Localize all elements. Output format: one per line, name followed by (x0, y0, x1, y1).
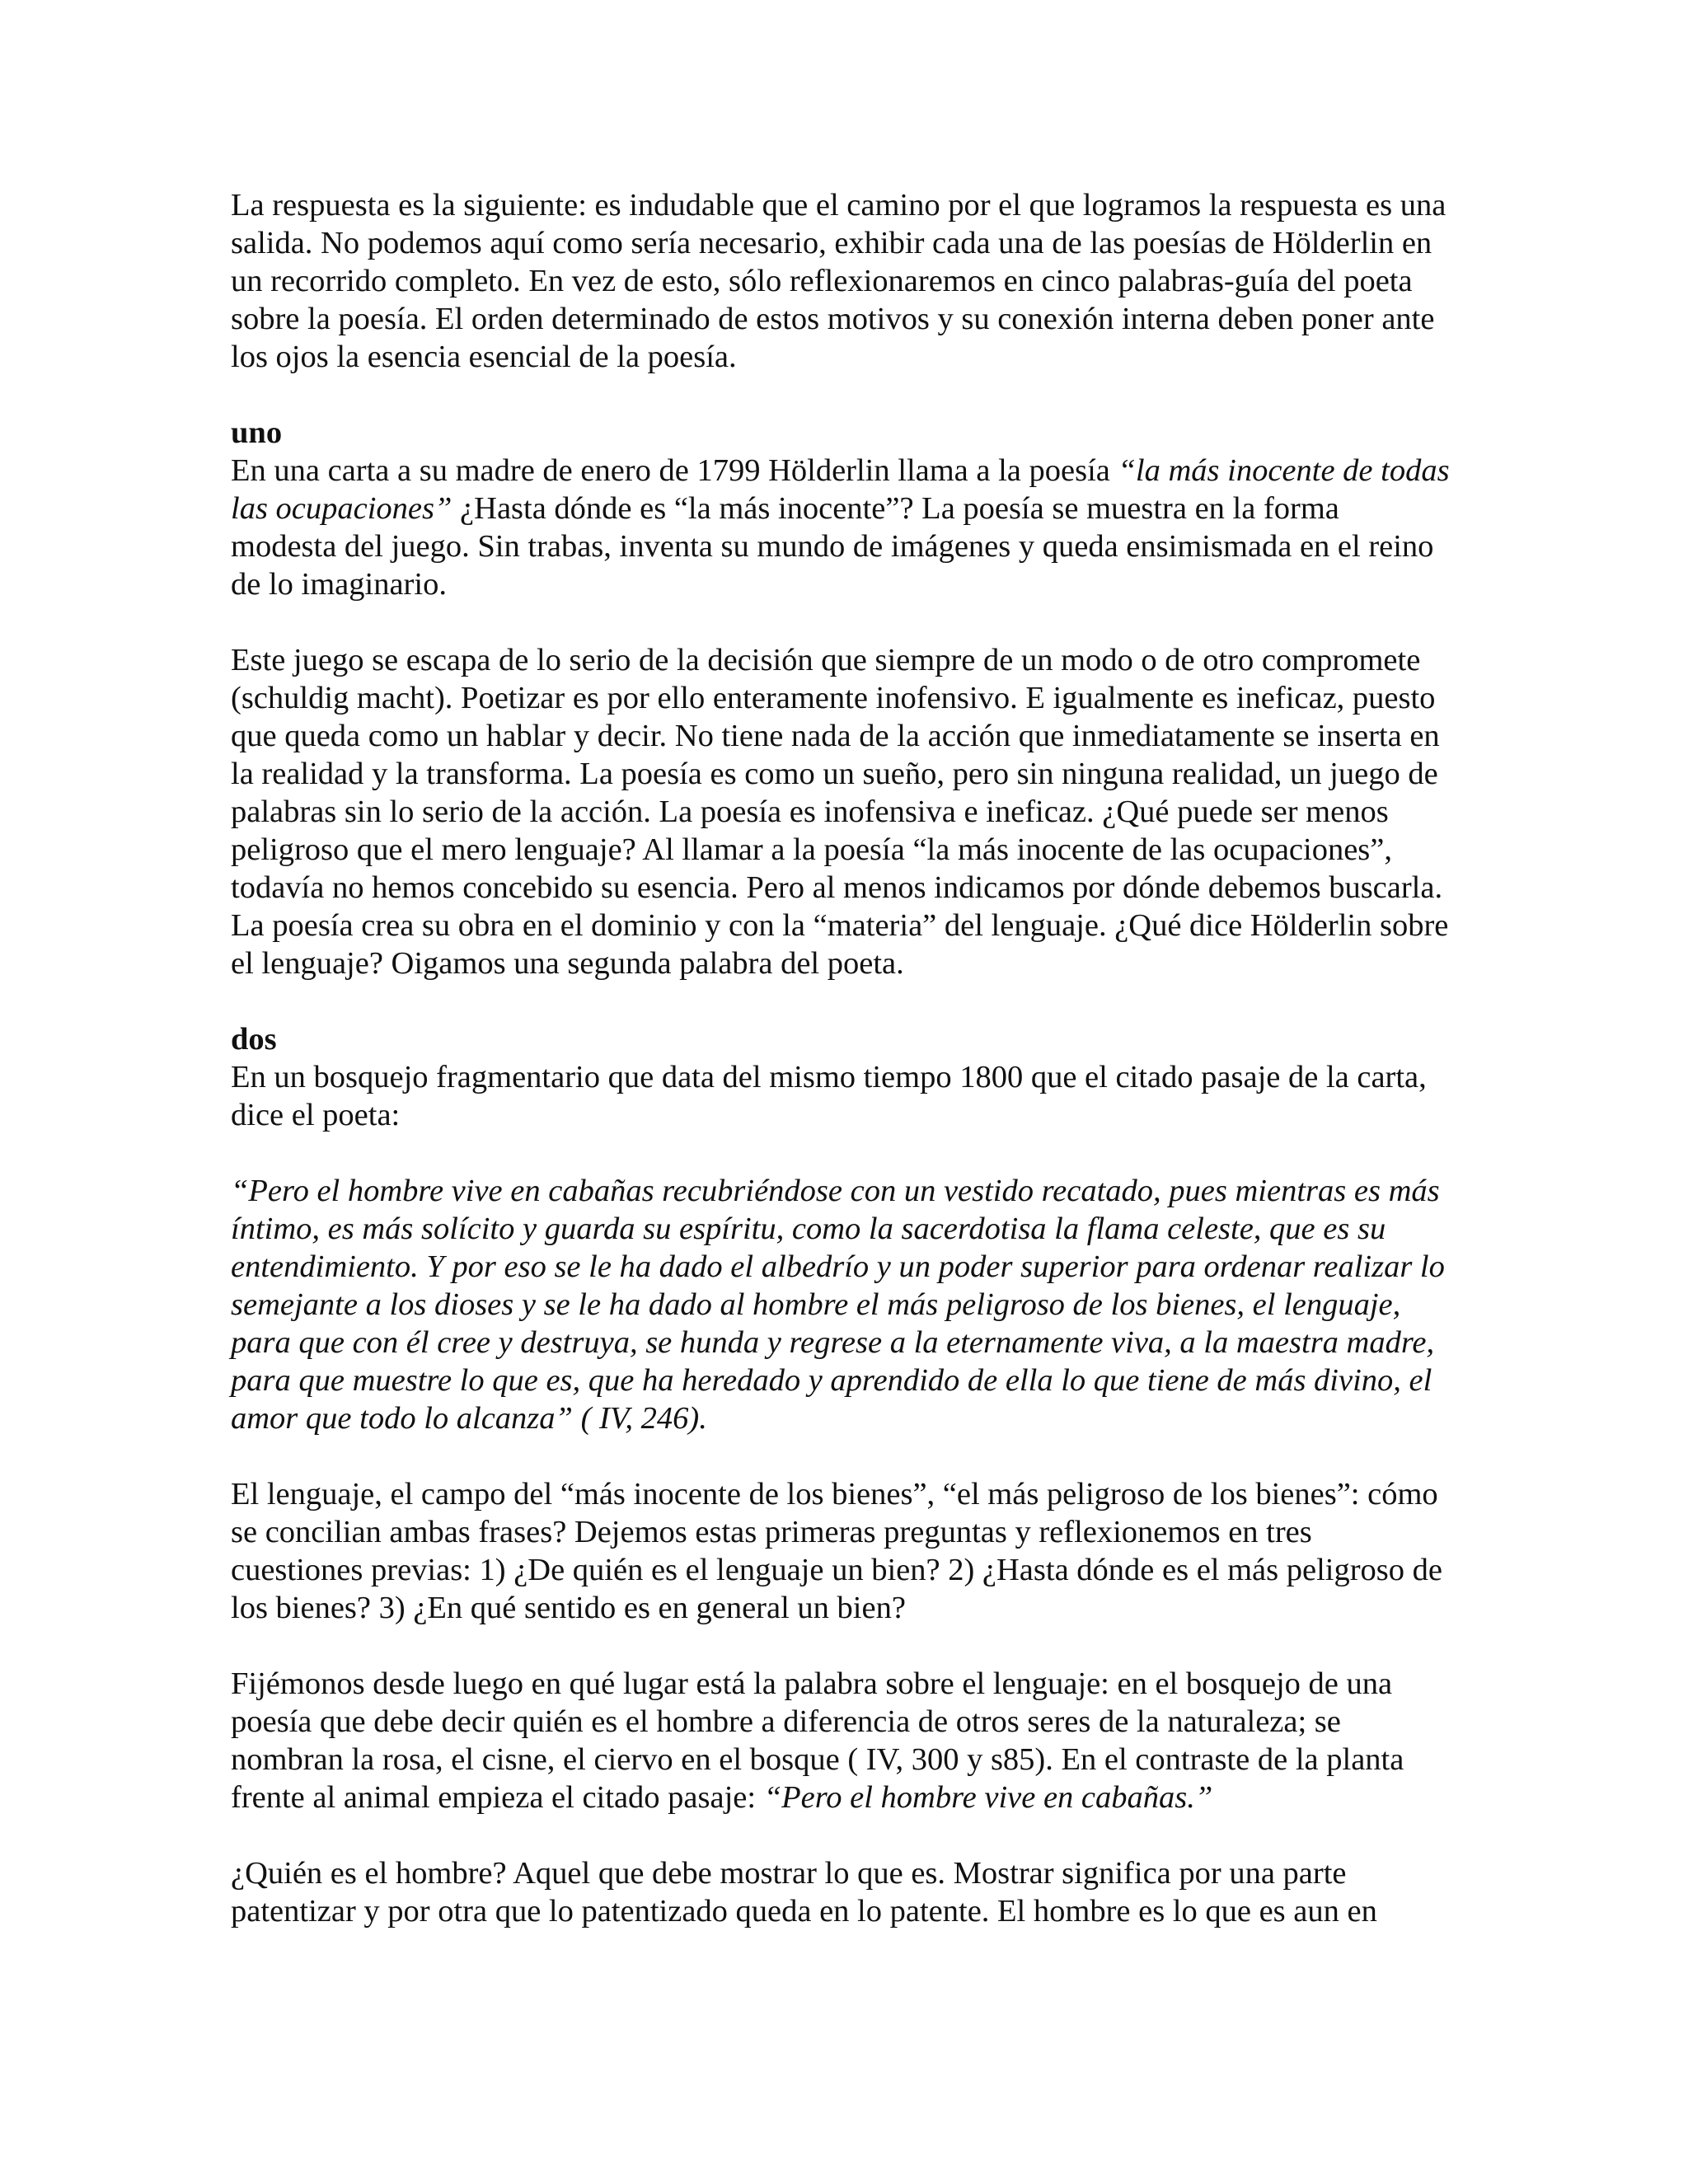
section-heading-dos: dos (231, 1022, 277, 1057)
uno-inline-quote: “la más inocente de todas las ocupaciones” (231, 453, 1450, 526)
uno-paragraph-1 (231, 452, 1451, 603)
intro-paragraph: La respuesta es la siguiente: es indudable que el camino por el que logramos la respuesta es una salida. No podemos aquí como sería necesario, exhibir cada una de las poesías de Hölderlin en un recorrido completo. En vez de esto, sólo reflexionaremos en cinco palabras-guía del poeta sobre la poesía. El orden determinado de estos motivos y su conexión interna deben poner ante los ojos la esencia esencial de la poesía. (231, 188, 1447, 374)
uno-paragraph-1-text-b: ¿Hasta dónde es “la más inocente”? La poesía se muestra en la forma modesta del juego. Sin trabas, inventa su mundo de imágenes y queda ensimismada en el reino de lo imaginario. (231, 491, 1434, 602)
dos-paragraph-1: En un bosquejo fragmentario que data del mismo tiempo 1800 que el citado pasaje de la carta, dice el poeta: (231, 1060, 1427, 1132)
dos-inline-quote: “Pero el hombre vive en cabañas.” (763, 1780, 1213, 1815)
dos-paragraph-3 (231, 1665, 1451, 1816)
dos-paragraph-4: ¿Quién es el hombre? Aquel que debe mostrar lo que es. Mostrar significa por una parte patentizar y por otra que lo patentizado queda en lo patente. El hombre es lo que es aun en (231, 1856, 1377, 1929)
dos-paragraph-2: El lenguaje, el campo del “más inocente de los bienes”, “el más peligroso de los bienes”: cómo se concilian ambas frases? Dejemos estas primeras preguntas y reflexionemos en tres cuestiones previas: 1) ¿De quién es el lenguaje un bien? 2) ¿Hasta dónde es el más peligroso de los bienes? 3) ¿En qué sentido es en general un bien? (231, 1477, 1442, 1625)
uno-paragraph-1-text-a: En una carta a su madre de enero de 1799 Hölderlin llama a la poesía (231, 453, 1118, 488)
section-heading-uno: uno (231, 415, 283, 450)
uno-paragraph-2: Este juego se escapa de lo serio de la decisión que siempre de un modo o de otro compromete (schuldig macht). Poetizar es por ello enteramente inofensivo. E igualmente es ineficaz, puesto que queda como un hablar y decir. No tiene nada de la acción que inmediatamente se inserta en la realidad y la transforma. La poesía es como un sueño, pero sin ninguna realidad, un juego de palabras sin lo serio de la acción. La poesía es inofensiva e ineficaz. ¿Qué puede ser menos peligroso que el mero lenguaje? Al llamar a la poesía “la más inocente de las ocupaciones”, todavía no hemos concebido su esencia. Pero al menos indicamos por dónde debemos buscarla. La poesía crea su obra en el dominio y con la “materia” del lenguaje. ¿Qué dice Hölderlin sobre el lenguaje? Oigamos una segunda palabra del poeta. (231, 643, 1449, 981)
holderlin-block-quote: “Pero el hombre vive en cabañas recubriéndose con un vestido recatado, pues mientras es más íntimo, es más solícito y guarda su espíritu, como la sacerdotisa la flama celeste, que es su entendimiento. Y por eso se le ha dado el albedrío y un poder superior para ordenar realizar lo semejante a los dioses y se le ha dado al hombre el más peligroso de los bienes, el lenguaje, para que con él cree y destruya, se hunda y regrese a la eternamente viva, a la maestra madre, para que muestre lo que es, que ha heredado y aprendido de ella lo que tiene de más divino, el amor que todo lo alcanza” ( IV, 246). (231, 1174, 1445, 1436)
document-page (231, 186, 1451, 1930)
dos-paragraph-3-text: Fijémonos desde luego en qué lugar está la palabra sobre el lenguaje: en el bosquejo de una poesía que debe decir quién es el hombre a diferencia de otros seres de la naturaleza; se nombran la rosa, el cisne, el ciervo en el bosque ( IV, 300 y s85). En el contraste de la planta frente al animal empieza el citado pasaje: (231, 1666, 1404, 1815)
